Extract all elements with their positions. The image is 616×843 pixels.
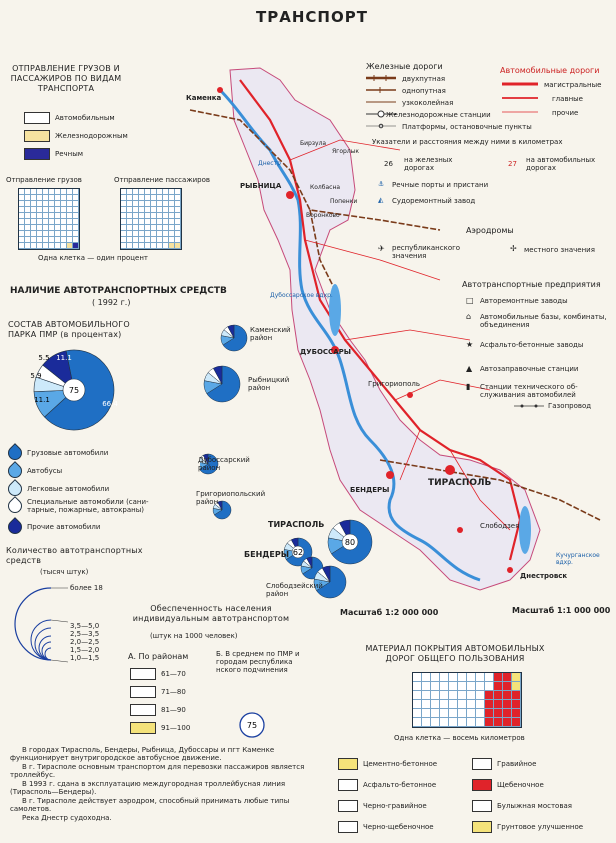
city-dubossary: ДУБОССАРЫ xyxy=(300,348,351,356)
surface-label: Щебеночное xyxy=(497,781,544,789)
rail-item-3: Железнодорожные станции xyxy=(386,111,491,119)
provision-b-head: Б. В среднем по ПМР и городам республика нского подчинения xyxy=(216,650,300,674)
provision-range-label: 91—100 xyxy=(161,724,191,732)
surface-cell xyxy=(476,682,485,691)
scale-1m: Масштаб 1:1 000 000 xyxy=(512,606,611,615)
rail-item-0: двухпутная xyxy=(402,75,446,83)
surface-cell xyxy=(467,709,476,718)
surface-cell xyxy=(422,682,431,691)
surface-cell xyxy=(485,682,494,691)
vehicle-type-label: Грузовые автомобили xyxy=(27,449,109,457)
surface-cell xyxy=(503,709,512,718)
pie-label-cars: 5.9 xyxy=(30,372,42,380)
surface-label: Булыжная мостовая xyxy=(497,802,572,810)
provision-range-row xyxy=(130,704,186,716)
surface-cell xyxy=(503,682,512,691)
rail-heading: Железные дороги xyxy=(366,62,443,71)
kuchurgan-reservoir xyxy=(519,506,531,554)
city-marker-kamenka xyxy=(217,87,223,93)
rail-item-2: узкоколейная xyxy=(402,99,454,107)
surface-left-row xyxy=(338,800,427,812)
surface-swatch xyxy=(338,821,358,833)
surface-swatch xyxy=(338,779,358,791)
surface-cell xyxy=(494,700,503,709)
surface-cell xyxy=(476,700,485,709)
auto-item-2: прочие xyxy=(552,109,579,117)
surface-cell xyxy=(512,718,521,727)
note-paragraph: Река Днестр судоходна. xyxy=(22,814,112,822)
surface-cell xyxy=(467,691,476,700)
enterprise-label: Авторемонтные заводы xyxy=(480,297,568,305)
notes-block xyxy=(10,746,310,823)
region-label-kamenka: Каменский район xyxy=(250,326,291,342)
region-label-rybnitsa: Рыбницкий район xyxy=(248,376,290,392)
surface-cell xyxy=(440,691,449,700)
provision-swatch xyxy=(130,668,156,680)
scale-2m: Масштаб 1:2 000 000 xyxy=(340,608,439,617)
label-birzula: Бирзула xyxy=(300,140,327,147)
park-pie xyxy=(14,340,134,440)
surface-right-row xyxy=(472,821,583,833)
distance-rail-num: 26 xyxy=(384,160,393,168)
airport-republic-icon: ✈ xyxy=(378,244,385,253)
vehicle-type-icon xyxy=(5,496,25,516)
surface-cell xyxy=(467,673,476,682)
surface-left-row xyxy=(338,821,434,833)
airport-local-icon: ✢ xyxy=(510,244,517,253)
provision-range-label: 61—70 xyxy=(161,670,186,678)
surface-cell xyxy=(431,718,440,727)
distance-rail: на железных дорогах xyxy=(404,156,453,172)
pie-center-value: 75 xyxy=(68,386,80,395)
surface-cell xyxy=(467,682,476,691)
vehicle-type-row xyxy=(8,498,177,514)
provision-heading: Обеспеченность населения индивидуальным автотранспортом xyxy=(132,604,290,623)
city-pie-value: 80 xyxy=(344,538,356,547)
label-popenki: Попенки xyxy=(330,198,358,205)
city-rybnitsa: РЫБНИЦА xyxy=(240,182,282,190)
airports-heading: Аэродромы xyxy=(466,226,514,235)
surface-cell xyxy=(413,673,422,682)
surface-cell xyxy=(440,718,449,727)
scale-label-1: 3,5—5,0 xyxy=(70,622,100,630)
surface-cell xyxy=(485,700,494,709)
surface-cell xyxy=(458,709,467,718)
legend-auto xyxy=(24,112,115,124)
availability-year: ( 1992 г.) xyxy=(92,298,131,307)
port-icon: ⚓ xyxy=(378,180,385,188)
swatch-river xyxy=(24,148,50,160)
provision-range-row xyxy=(130,722,190,734)
pipeline-label: Газопровод xyxy=(548,402,592,410)
scale-label-5: 1,0—1,5 xyxy=(70,654,100,662)
enterprise-label: Автомобильные базы, комбинаты, объединения xyxy=(480,313,607,329)
surface-cell xyxy=(503,700,512,709)
surface-cell xyxy=(458,700,467,709)
note-paragraph: В г. Тирасполе основным транспортом для перевозки пассажиров является троллейбус. xyxy=(10,763,305,779)
city-marker-grigoriopol xyxy=(407,392,413,398)
vehicle-type-icon xyxy=(5,461,25,481)
dispatch-heading: ОТПРАВЛЕНИЕ ГРУЗОВ И ПАССАЖИРОВ ПО ВИДАМ ТРАНСПОРТА xyxy=(10,64,122,93)
passengers-grid xyxy=(120,188,182,250)
grid-cell xyxy=(73,243,79,249)
cargo-label: Отправление грузов xyxy=(6,176,82,184)
swatch-rail xyxy=(24,130,50,142)
surface-cell xyxy=(440,673,449,682)
cargo-grid xyxy=(18,188,80,250)
pie-label-special: 5.5 xyxy=(38,354,50,362)
enterprise-icon: ▮ xyxy=(466,382,471,391)
label-kolbasna: Колбасна xyxy=(310,184,341,191)
region-label-grigoriopol: Григориопольский район xyxy=(196,490,266,506)
surface-cell xyxy=(458,682,467,691)
pie-city-tiraspol: ТИРАСПОЛЬ xyxy=(268,520,325,529)
surface-cell xyxy=(422,709,431,718)
region-label-slobodzeya: Слободзейский район xyxy=(266,582,323,598)
surface-cell-note: Одна клетка — восемь километров xyxy=(394,734,525,742)
ports-item-0: Речные порты и пристани xyxy=(392,181,489,189)
park-heading: СОСТАВ АВТОМОБИЛЬНОГО ПАРКА ПМР (в процентах) xyxy=(8,320,130,339)
city-slobodzeya: Слободзея xyxy=(480,522,520,530)
provision-a-head: А. По районам xyxy=(128,652,189,661)
surface-cell xyxy=(413,709,422,718)
surface-cell xyxy=(503,691,512,700)
surface-cell xyxy=(467,700,476,709)
surface-cell xyxy=(512,691,521,700)
surface-heading: МАТЕРИАЛ ПОКРЫТИЯ АВТОМОБИЛЬНЫХ ДОРОГ ОБЩЕГО ПОЛЬЗОВАНИЯ xyxy=(365,644,545,663)
surface-cell xyxy=(494,718,503,727)
surface-cell xyxy=(494,673,503,682)
scale-label-4: 1,5—2,0 xyxy=(70,646,100,654)
note-paragraph: В г. Тирасполе действует аэродром, способный принимать любые типы самолетов. xyxy=(10,797,290,813)
surface-grid xyxy=(412,672,522,728)
surface-swatch xyxy=(338,758,358,770)
provision-range-row xyxy=(130,668,186,680)
enterprise-icon: ★ xyxy=(466,340,474,349)
surface-cell xyxy=(422,700,431,709)
scale-label-3: 2,0—2,5 xyxy=(70,638,100,646)
city-marker-dnestrovsk xyxy=(507,567,513,573)
surface-right-row xyxy=(472,800,572,812)
enterprise-icon: ⌂ xyxy=(466,312,472,321)
vehicle-type-label: Специальные автомобили (сани- тарные, пожарные, автокраны) xyxy=(27,498,149,514)
surface-cell xyxy=(413,682,422,691)
vehicle-type-icon xyxy=(5,517,25,537)
enterprise-label: Станции технического об- служивания автомобилей xyxy=(480,383,578,399)
enterprise-label: Автозаправочные станции xyxy=(480,365,579,373)
scale-label-0: более 18 xyxy=(70,584,103,592)
surface-cell xyxy=(458,691,467,700)
surface-label: Черно-щебеночное xyxy=(363,823,434,831)
count-heading: Количество автотранспортных средств xyxy=(6,546,143,565)
provision-range-label: 71—80 xyxy=(161,688,186,696)
surface-cell xyxy=(494,682,503,691)
vehicle-type-row xyxy=(8,520,177,534)
airport-local: местного значения xyxy=(524,246,595,254)
surface-cell xyxy=(485,691,494,700)
surface-cell xyxy=(413,700,422,709)
surface-cell xyxy=(494,709,503,718)
surface-cell xyxy=(449,718,458,727)
surface-swatch xyxy=(472,779,492,791)
swatch-auto xyxy=(24,112,50,124)
vehicle-type-label: Легковые автомобили xyxy=(27,485,110,493)
surface-cell xyxy=(449,682,458,691)
provision-unit: (штук на 1000 человек) xyxy=(150,632,238,640)
label-dubossary-reservoir: Дубоссарское вдхр. xyxy=(270,292,333,299)
pie-label-other: 11.1 xyxy=(56,354,72,362)
vehicle-type-label: Автобусы xyxy=(27,467,63,475)
enterprise-label: Асфальто-бетонные заводы xyxy=(480,341,584,349)
legend-rail-label: Железнодорожным xyxy=(55,132,128,140)
surface-cell xyxy=(476,673,485,682)
surface-label: Черно-гравийное xyxy=(363,802,427,810)
surface-swatch xyxy=(472,800,492,812)
surface-cell xyxy=(422,673,431,682)
surface-right-row xyxy=(472,779,544,791)
provision-range-label: 81—90 xyxy=(161,706,186,714)
surface-cell xyxy=(503,718,512,727)
ports-item-1: Судоремонтный завод xyxy=(392,197,476,205)
city-dnestrovsk: Днестровск xyxy=(520,572,568,580)
surface-cell xyxy=(422,718,431,727)
label-kuchurgan-reservoir: Кучурганское вдхр. xyxy=(556,552,600,566)
city-marker-rybnitsa xyxy=(286,191,294,199)
count-unit: (тысяч штук) xyxy=(40,568,89,576)
city-marker-slobodzeya xyxy=(457,527,463,533)
legend-rail xyxy=(24,130,128,142)
provision-range-row xyxy=(130,686,186,698)
surface-cell xyxy=(431,673,440,682)
pie-label-buses: 11.1 xyxy=(34,396,50,404)
surface-cell xyxy=(476,718,485,727)
surface-cell xyxy=(512,673,521,682)
city-kamenka: Каменка xyxy=(186,94,222,102)
legend-auto-label: Автомобильным xyxy=(55,114,115,122)
note-paragraph: В городах Тирасполь, Бендеры, Рыбница, Дубоссары и пгт Каменке функционирует внутригородское автобусное движение. xyxy=(10,746,275,762)
auto-item-0: магистральные xyxy=(544,81,602,89)
label-dniester: Днестр xyxy=(258,160,281,167)
provision-swatch xyxy=(130,686,156,698)
surface-label: Грунтовое улучшенное xyxy=(497,823,584,831)
surface-cell xyxy=(449,700,458,709)
provision-swatch xyxy=(130,722,156,734)
distance-road-num: 27 xyxy=(508,160,517,168)
legend-river xyxy=(24,148,83,160)
note-paragraph: В 1993 г. сдана в эксплуатацию междугородная троллейбусная линия (Тирасполь—Бендеры). xyxy=(10,780,286,796)
vehicle-type-icon xyxy=(5,443,25,463)
surface-cell xyxy=(422,691,431,700)
vehicle-type-label: Прочие автомобили xyxy=(27,523,101,531)
surface-cell xyxy=(476,709,485,718)
city-bendery: БЕНДЕРЫ xyxy=(350,486,390,494)
surface-cell xyxy=(431,700,440,709)
airport-republic: республиканского значения xyxy=(392,244,461,260)
distance-road: на автомобильных дорогах xyxy=(526,156,596,172)
surface-swatch xyxy=(472,758,492,770)
surface-cell xyxy=(449,709,458,718)
provision-swatch xyxy=(130,704,156,716)
surface-cell xyxy=(431,709,440,718)
surface-cell xyxy=(413,718,422,727)
rail-symbols xyxy=(364,74,398,138)
passengers-label: Отправление пассажиров xyxy=(114,176,211,184)
surface-cell xyxy=(503,673,512,682)
surface-left-row xyxy=(338,758,437,770)
surface-cell xyxy=(440,700,449,709)
surface-cell xyxy=(512,700,521,709)
surface-cell xyxy=(512,709,521,718)
surface-cell xyxy=(431,682,440,691)
surface-label: Гравийное xyxy=(497,760,537,768)
surface-cell xyxy=(449,691,458,700)
region-label-dubossary: Дубоссарский район xyxy=(198,456,250,472)
distances-heading: Указатели и расстояния между ними в километрах xyxy=(372,138,563,146)
surface-cell xyxy=(485,673,494,682)
city-tiraspol: ТИРАСПОЛЬ xyxy=(428,478,492,488)
availability-heading: НАЛИЧИЕ АВТОТРАНСПОРТНЫХ СРЕДСТВ xyxy=(10,286,227,296)
surface-label: Цементно-бетонное xyxy=(363,760,438,768)
surface-cell xyxy=(512,682,521,691)
vehicle-type-row xyxy=(8,482,177,496)
auto-item-1: главные xyxy=(552,95,583,103)
surface-cell xyxy=(440,709,449,718)
surface-cell xyxy=(485,709,494,718)
provision-avg: 75 xyxy=(246,721,258,730)
pie-city-bendery: БЕНДЕРЫ xyxy=(244,550,289,559)
surface-swatch xyxy=(338,800,358,812)
surface-cell xyxy=(440,682,449,691)
count-scale xyxy=(6,580,116,670)
surface-cell xyxy=(467,718,476,727)
city-grigoriopol: Григориополь xyxy=(368,380,420,388)
enterprises-heading: Автотранспортные предприятия xyxy=(462,280,601,289)
page-title: ТРАНСПОРТ xyxy=(256,8,368,26)
surface-cell xyxy=(485,718,494,727)
pipeline-icon xyxy=(514,402,544,410)
enterprise-icon: ▲ xyxy=(466,364,473,373)
rail-item-1: однопутная xyxy=(402,87,446,95)
surface-cell xyxy=(458,718,467,727)
surface-cell xyxy=(476,691,485,700)
surface-cell xyxy=(413,691,422,700)
label-yagorlyk: Ягорлык xyxy=(332,148,359,155)
surface-right-row xyxy=(472,758,536,770)
pie-label-trucks: 66.4 xyxy=(102,400,118,408)
city-marker-tiraspol xyxy=(445,465,455,475)
rail-item-4: Платформы, остановочные пункты xyxy=(402,123,532,131)
auto-symbols xyxy=(500,80,540,120)
vehicle-type-row xyxy=(8,446,177,460)
cell-note: Одна клетка — один процент xyxy=(38,254,148,262)
surface-label: Асфальто-бетонное xyxy=(363,781,437,789)
enterprise-icon: □ xyxy=(466,296,474,305)
city-pie-value: 62 xyxy=(292,548,304,557)
rail-station-icon xyxy=(378,111,384,117)
surface-left-row xyxy=(338,779,436,791)
provision-avg-circle xyxy=(237,710,267,740)
surface-swatch xyxy=(472,821,492,833)
vehicle-type-row xyxy=(8,464,177,478)
auto-heading: Автомобильные дороги xyxy=(500,66,600,75)
scale-label-2: 2,5—3,5 xyxy=(70,630,100,638)
surface-cell xyxy=(449,673,458,682)
label-voronkovo: Воронково xyxy=(306,212,340,219)
shipyard-icon: ◭ xyxy=(378,196,384,204)
surface-cell xyxy=(458,673,467,682)
surface-cell xyxy=(494,691,503,700)
legend-river-label: Речным xyxy=(55,150,84,158)
surface-cell xyxy=(431,691,440,700)
